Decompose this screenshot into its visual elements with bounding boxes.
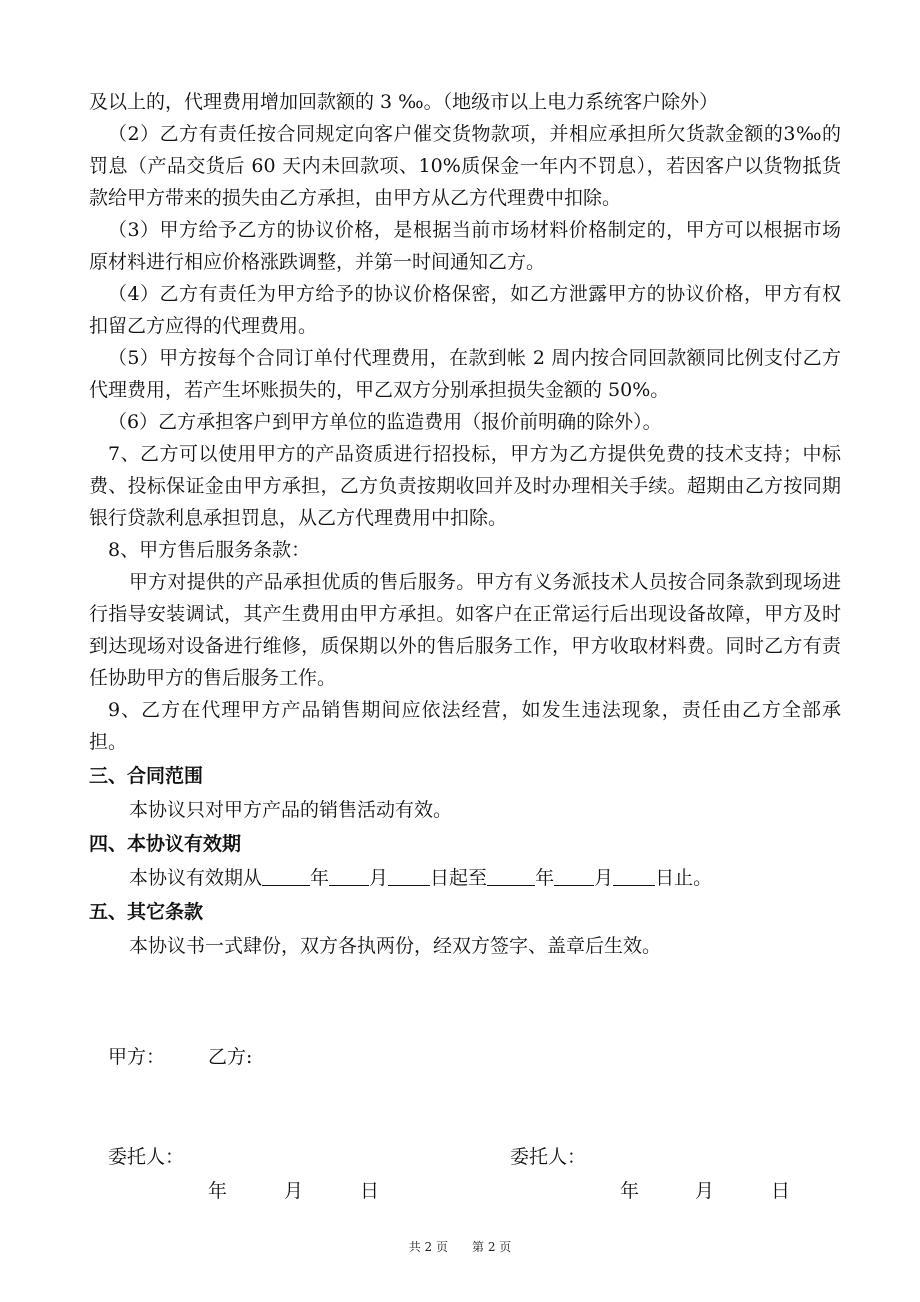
paragraph: 8、甲方售后服务条款： <box>108 539 311 561</box>
party-b-label: 乙方: <box>208 1046 253 1068</box>
paragraph: （6）乙方承担客户到甲方单位的监造费用（报价前明确的除外）。 <box>108 411 662 433</box>
paragraph: （2）乙方有责任按合同规定向客户催交货物款项，并相应承担所欠货款金额的3‰的罚息（产品交货后 60 天内未回款项、10%质保金一年内不罚息），若因客户以货物抵货款给甲方带来的损失由乙方承担，由甲方从乙方代理费中扣除。 <box>89 123 841 209</box>
paragraph: 7、乙方可以使用甲方的产品资质进行招投标，甲方为乙方提供免费的技术支持；中标费、投标保证金由甲方承担，乙方负责按期收回并及时办理相关手续。超期由乙方按同期银行贷款利息承担罚息，从乙方代理费用中扣除。 <box>89 443 841 529</box>
label-month-to: 月 <box>594 867 614 889</box>
blank-month-to[interactable] <box>554 863 594 886</box>
date-left-month: 月 <box>284 1180 304 1202</box>
party-a-label: 甲方： <box>108 1046 166 1068</box>
paragraph: （4）乙方有责任为甲方给予的协议价格保密，如乙方泄露甲方的协议价格，甲方有权扣留乙方应得的代理费用。 <box>89 283 841 337</box>
paragraph: 甲方对提供的产品承担优质的售后服务。甲方有义务派技术人员按合同条款到现场进行指导安装调试，其产生费用由甲方承担。如客户在正常运行后出现设备故障，甲方及时到达现场对设备进行维修，质保期以外的售后服务工作，甲方收取材料费。同时乙方有责任协助甲方的售后服务工作。 <box>89 571 841 689</box>
date-left-day: 日 <box>360 1180 380 1202</box>
section-heading-other: 五、其它条款 <box>89 901 204 923</box>
section-heading-validity: 四、本协议有效期 <box>89 833 242 855</box>
label-year-to: 年 <box>535 867 555 889</box>
date-left-year: 年 <box>208 1180 228 1202</box>
page-footer <box>0 1238 920 1255</box>
paragraph: 9、乙方在代理甲方产品销售期间应依法经营，如发生违法现象，责任由乙方全部承担。 <box>89 699 841 753</box>
blank-month-from[interactable] <box>329 863 369 886</box>
label-year: 年 <box>310 867 330 889</box>
section-body-scope: 本协议只对甲方产品的销售活动有效。 <box>129 799 453 821</box>
footer-current-page: 第 2 页 <box>472 1240 512 1254</box>
validity-prefix: 本协议有效期从 <box>129 867 263 889</box>
date-right-month: 月 <box>695 1180 715 1202</box>
section-body-other: 本协议书一式肆份，双方各执两份，经双方签字、盖章后生效。 <box>129 935 662 957</box>
paragraph: （3）甲方给予乙方的协议价格，是根据当前市场材料价格制定的，甲方可以根据市场原材料进行相应价格涨跌调整，并第一时间通知乙方。 <box>89 219 841 273</box>
label-day-to: 日止。 <box>655 867 713 889</box>
contract-body <box>89 86 841 962</box>
blank-year-to[interactable] <box>487 863 535 886</box>
date-right-day: 日 <box>771 1180 791 1202</box>
section-heading-scope: 三、合同范围 <box>89 765 204 787</box>
label-day-from: 日起至 <box>430 867 488 889</box>
blank-year-from[interactable] <box>262 863 310 886</box>
paragraph: 及以上的，代理费用增加回款额的 3 ‰。（地级市以上电力系统客户除外） <box>89 91 719 113</box>
date-right-year: 年 <box>620 1180 640 1202</box>
footer-total-pages: 共 2 页 <box>408 1240 448 1254</box>
blank-day-from[interactable] <box>388 863 430 886</box>
blank-day-to[interactable] <box>613 863 655 886</box>
agent-left-label: 委托人： <box>108 1146 185 1168</box>
paragraph: （5）甲方按每个合同订单付代理费用，在款到帐 2 周内按合同回款额同比例支付乙方代理费用，若产生坏账损失的，甲乙双方分别承担损失金额的 50%。 <box>89 347 841 401</box>
validity-line <box>89 862 841 894</box>
label-month: 月 <box>369 867 389 889</box>
agent-right-label: 委托人： <box>510 1146 587 1168</box>
